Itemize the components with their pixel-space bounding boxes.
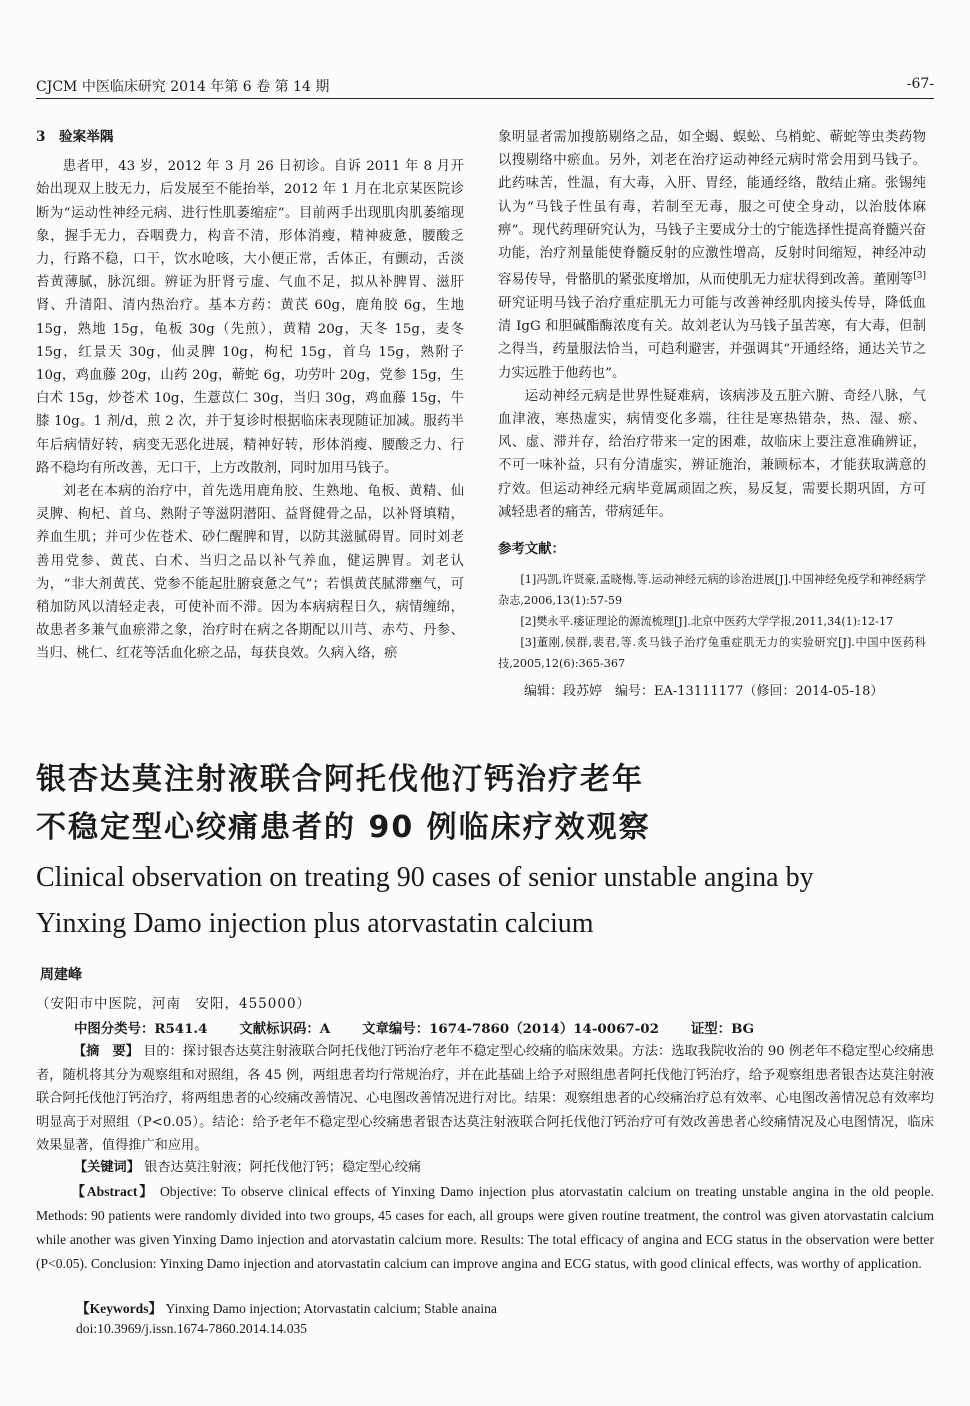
article-title-cn-line1: 银杏达莫注射液联合阿托伐他汀钙治疗老年 bbox=[36, 762, 644, 797]
article-title-en-line1: Clinical observation on treating 90 cases of senior unstable angina by bbox=[36, 862, 814, 893]
editor-line: 编辑：段苏婷 编号：EA-13111177（修回：2014-05-18） bbox=[524, 684, 884, 700]
affiliation: （安阳市中医院，河南 安阳，455000） bbox=[36, 996, 312, 1012]
journal-info: CJCM 中医临床研究 2014 年第 6 卷 第 14 期 bbox=[36, 79, 330, 95]
keywords-cn bbox=[74, 1156, 421, 1175]
case-paragraph-2: 刘老在本病的治疗中，首先选用鹿角胶、生熟地、龟板、黄精、仙灵脾、枸杞、首乌、熟附子等滋阴潜阳、益肾健骨之品，以补肾填精，养血生肌；并可少佐苍术、砂仁醒脾和胃，以防其滋腻碍胃。同时刘老善用党参、黄芪、白术、当归之品以补气养血，健运脾胃。刘老认为，“非大剂黄芪、党参不能起肚腑衰惫之气”；若惧黄芪腻滞壅气，可稍加防风以清轻走表，可使补而不滞。因为本病病程日久，病情缠绵，故患者多兼气血瘀滞之象，治疗时在病之各期配以川芎、赤芍、丹参、当归、桃仁、红花等活血化瘀之品，每获良效。久病入络，瘀 bbox=[36, 484, 464, 662]
reference-item: [2]樊永平.痿证理论的源流梳理[J].北京中医药大学学报,2011,34(1):12-17 bbox=[520, 615, 894, 629]
left-column bbox=[36, 126, 464, 666]
article-title-cn-line2: 不稳定型心绞痛患者的 90 例临床疗效观察 bbox=[36, 810, 651, 845]
classification-line: 中图分类号：R541.4 文献标识码：A 文章编号：1674-7860（2014）14-0067-02 证型：BG bbox=[74, 1021, 755, 1037]
abstract-en bbox=[36, 1180, 934, 1276]
article-title-en-line2: Yinxing Damo injection plus atorvastatin calcium bbox=[36, 908, 594, 939]
header-rule bbox=[36, 98, 934, 99]
case-paragraph-1: 患者甲，43 岁，2012 年 3 月 26 日初诊。自诉 2011 年 8 月开始出现双上肢无力，后发展至不能抬举，2012 年 1 月在北京某医院诊断为“运动性神经元病、进行性肌萎缩症”。目前两手出现肌肉肌萎缩现象，握手无力，吞咽费力，构音不清，形体消瘦，精神疲惫，腰酸乏力，行路不稳，口干，饮水呛咳，大小便正常，舌体正，有颤动，舌淡苔黄薄腻，脉沉细。辨证为肝肾亏虚、气血不足，拟从补脾胃、滋肝肾、升清阳、清内热治疗。基本方药：黄芪 60g，鹿角胶 6g，生地 15g，熟地 15g，龟板 30g（先煎），黄精 20g，天冬 15g，麦冬 15g，红景天 30g，仙灵脾 10g，枸杞 15g，首乌 15g，熟附子 10g，鸡血藤 20g，山药 20g，蕲蛇 6g，功劳叶 20g，党参 15g，生白术 15g，炒苍术 10g，生薏苡仁 30g，当归 30g，鸡血藤 15g，牛膝 10g。1 剂/d，煎 2 次，并于复诊时根据临床表现随证加减。服药半年后病情好转，病变无恶化进展，精神好转，形体消瘦、腰酸乏力、行路不稳均有所改善，无口干，上方改散剂，同时加用马钱子。 bbox=[36, 159, 464, 476]
abstract-en-text: Objective: To observe clinical effects of Yinxing Damo injection plus atorvastatin calcium on treating unstable angina in the old people. Methods: 90 patients were randomly divided into two groups, 45 cases for each, all groups were given routine treatment, the control was given atorvastatin calcium while another was given Yinxing Damo injection and atorvastatin calcium more. Results: The total efficacy of angina and ECG status in the observation were better (P<0.05). Conclusion: Yinxing Damo injection and atorvastatin calcium can improve angina and ECG status, with good clinical effects, was worthy of application. bbox=[36, 1184, 934, 1271]
keywords-en-label: 【Keywords】 bbox=[76, 1301, 163, 1316]
abstract-cn-text: 目的：探讨银杏达莫注射液联合阿托伐他汀钙治疗老年不稳定型心绞痛的临床效果。方法：选取我院收治的 90 例老年不稳定型心绞痛患者，随机将其分为观察组和对照组，各 45 例，两组患者均行常规治疗，并在此基础上给予对照组患者阿托伐他汀钙治疗，给予观察组患者银杏达莫注射液联合阿托伐他汀钙治疗，将两组患者的心绞痛改善情况、心电图改善情况进行对比。结果：观察组患者的心绞痛治疗总有效率、心电图改善情况总有效率均明显高于对照组（P<0.05）。结论：给予老年不稳定型心绞痛患者银杏达莫注射液联合阿托伐他汀钙治疗可有效改善患者心绞痛情况及心电图情况，临床效果显著，值得推广和应用。 bbox=[36, 1044, 935, 1153]
references-heading: 参考文献： bbox=[498, 540, 565, 557]
keywords-en-text: Yinxing Damo injection; Atorvastatin calcium; Stable anaina bbox=[165, 1301, 497, 1316]
doi: doi:10.3969/j.issn.1674-7860.2014.14.035 bbox=[76, 1321, 308, 1336]
right-column bbox=[498, 126, 926, 703]
citation-sup: [3] bbox=[913, 271, 926, 282]
reference-item: [1]冯凯,许贤豪,孟晓梅,等.运动神经元病的诊治进展[J].中国神经免疫学和神经病学杂志,2006,13(1):57-59 bbox=[498, 573, 926, 608]
abstract-en-label: 【Abstract】 bbox=[71, 1184, 155, 1199]
abstract-cn bbox=[36, 1040, 934, 1158]
keywords-en bbox=[76, 1297, 497, 1317]
keywords-cn-text: 银杏达莫注射液；阿托伐他汀钙；稳定型心绞痛 bbox=[144, 1160, 422, 1175]
keywords-cn-label: 【关键词】 bbox=[74, 1160, 140, 1175]
author-name: 周建峰 bbox=[40, 967, 82, 983]
section-heading: 3 验案举隅 bbox=[36, 129, 114, 145]
case-paragraph-3: 象明显者需加搜筋剔络之品，如全蝎、蜈蚣、乌梢蛇、蕲蛇等虫类药物以搜剔络中瘀血。另外，刘老在治疗运动神经元病时常会用到马钱子。此药味苦，性温，有大毒，入肝、胃经，能通经络，散结止痛。张锡纯认为“马钱子性虽有毒，若制至无毒，服之可使全身动，以治肢体麻痹”。现代药理研究认为，马钱子主要成分士的宁能选择性提高脊髓兴奋功能，治疗剂量能使脊髓反射的应激性增高，反射时间缩短，神经冲动容易传导，骨骼肌的紧张度增加，从而使肌无力症状得到改善。董刚等[3]研究证明马钱子治疗重症肌无力可能与改善神经肌肉接头传导，降低血清 IgG 和胆碱酯酶浓度有关。故刘老认为马钱子虽苦寒，有大毒，但制之得当，药量服法恰当，可趋利避害，并强调其“开通经络，通达关节之力实远胜于他药也”。 bbox=[498, 130, 926, 381]
abstract-cn-label: 【摘 要】 bbox=[72, 1044, 139, 1059]
running-head bbox=[36, 76, 934, 96]
case-paragraph-4: 运动神经元病是世界性疑难病，该病涉及五脏六腑、奇经八脉，气血津液，寒热虚实，病情变化多端，往往是寒热错杂，热、湿、瘀、风、虚、滞并存，给治疗带来一定的困难，故临床上要注意准确辨证，不可一味补益，只有分清虚实，辨证施治，兼顾标本，才能获取满意的疗效。但运动神经元病毕竟属顽固之疾，易反复，需要长期巩固，方可减轻患者的痛苦，带病延年。 bbox=[498, 388, 926, 520]
reference-item: [3]董刚,侯群,裴君,等.炙马钱子治疗兔重症肌无力的实验研究[J].中国中医药科技,2005,12(6):365-367 bbox=[498, 636, 926, 671]
page-number: -67- bbox=[906, 76, 934, 92]
